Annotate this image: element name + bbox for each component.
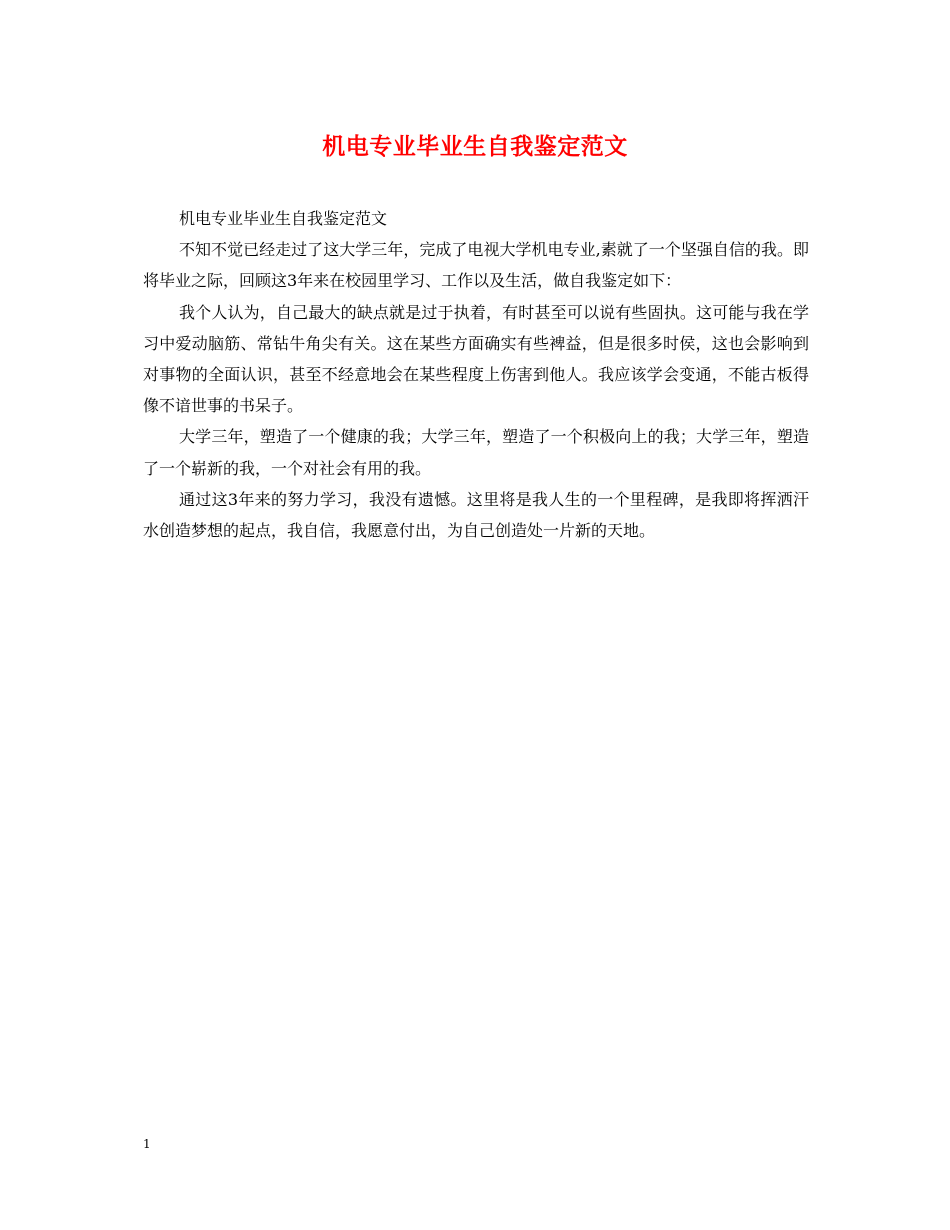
document-title: 机电专业毕业生自我鉴定范文 [322,133,628,160]
paragraph-conclusion: 通过这3年来的努力学习，我没有遗憾。这里将是我人生的一个里程碑，是我即将挥洒汗水创造梦想的起点，我自信，我愿意付出，为自己创造处一片新的天地。 [143,489,809,541]
page-number: 1 [143,1137,151,1151]
paragraph-heading: 机电专业毕业生自我鉴定范文 [179,209,388,228]
paragraph-intro: 不知不觉已经走过了这大学三年，完成了电视大学机电专业,素就了一个坚强自信的我。即将毕业之际，回顾这3年来在校园里学习、工作以及生活，做自我鉴定如下： [143,240,809,291]
paragraph-three-years: 大学三年，塑造了一个健康的我；大学三年，塑造了一个积极向上的我；大学三年，塑造了一个崭新的我，一个对社会有用的我。 [143,427,809,478]
document-body [143,203,809,546]
paragraph-self-assessment: 我个人认为，自己最大的缺点就是过于执着，有时甚至可以说有些固执。这可能与我在学习中爱动脑筋、常钻牛角尖有关。这在某些方面确实有些裨益，但是很多时侯，这也会影响到对事物的全面认识，甚至不经意地会在某些程度上伤害到他人。我应该学会变通，不能古板得像不谙世事的书呆子。 [143,302,809,416]
